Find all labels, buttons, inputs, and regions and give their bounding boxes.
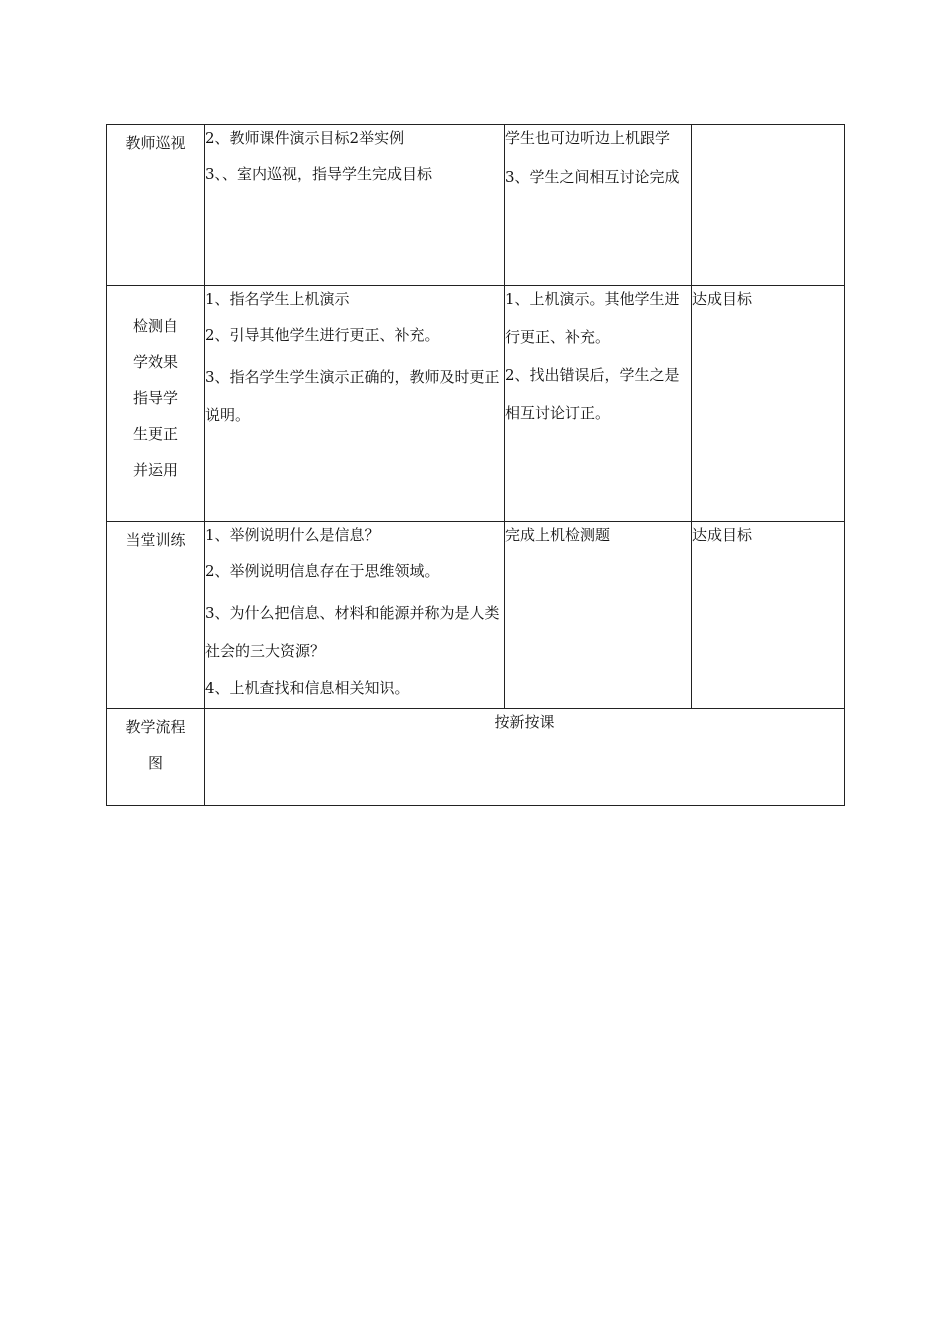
student-activity-line: 学生也可边听边上机跟学 xyxy=(505,129,671,147)
student-activity-cell xyxy=(505,286,692,522)
teacher-activity-line: 2、举例说明信息存在于思维领域。 xyxy=(205,562,440,580)
goal-cell: 达成目标 xyxy=(692,286,845,522)
student-activity-line: 3、学生之间相互讨论完成 xyxy=(505,168,680,186)
teacher-activity-line: 4、上机查找和信息相关知识。 xyxy=(205,679,410,697)
table-row xyxy=(107,522,845,709)
teacher-activity-line: 1、举例说明什么是信息？ xyxy=(205,526,380,544)
teacher-activity-line: 2、引导其他学生进行更正、补充。 xyxy=(205,326,440,344)
row-label: 检测自学效果指导学生更正并运用 xyxy=(107,286,205,522)
flowchart-cell xyxy=(205,709,845,806)
row-label: 当堂训练 xyxy=(107,522,205,709)
table-row xyxy=(107,125,845,286)
student-activity-cell xyxy=(505,125,692,286)
student-activity-line: 1、上机演示。其他学生进行更正、补充。 xyxy=(505,290,680,346)
teacher-activity-cell xyxy=(205,125,505,286)
flowchart-text: 按新按课 xyxy=(494,713,555,731)
teacher-activity-cell xyxy=(205,286,505,522)
table-row xyxy=(107,286,845,522)
row-label: 教师巡视 xyxy=(107,125,205,286)
goal-cell: 达成目标 xyxy=(692,522,845,709)
goal-cell xyxy=(692,125,845,286)
row-label: 教学流程图 xyxy=(107,709,205,806)
student-activity-line: 完成上机检测题 xyxy=(505,526,611,544)
student-activity-line: 2、找出错误后，学生之是相互讨论订正。 xyxy=(505,366,680,422)
lesson-plan-table xyxy=(106,124,845,806)
teacher-activity-line: 3、指名学生学生演示正确的，教师及时更正说明。 xyxy=(205,368,500,424)
teacher-activity-line: 1、指名学生上机演示 xyxy=(205,290,350,308)
teacher-activity-line: 2、教师课件演示目标2举实例 xyxy=(205,129,405,147)
teacher-activity-line: 3、、室内巡视，指导学生完成目标 xyxy=(205,165,433,183)
table-row xyxy=(107,709,845,806)
teacher-activity-line: 3、为什么把信息、材料和能源并称为是人类社会的三大资源？ xyxy=(205,604,500,660)
student-activity-cell xyxy=(505,522,692,709)
teacher-activity-cell xyxy=(205,522,505,709)
